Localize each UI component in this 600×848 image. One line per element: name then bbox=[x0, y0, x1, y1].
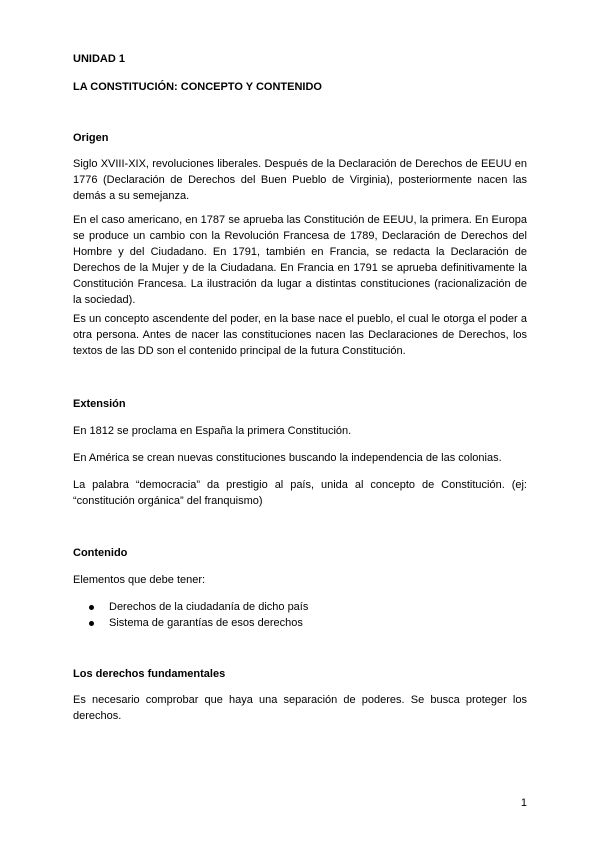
unit-title: LA CONSTITUCIÓN: CONCEPTO Y CONTENIDO bbox=[73, 81, 322, 93]
extension-paragraph-2: En América se crean nuevas constituciones buscando la independencia de las colonias. bbox=[73, 452, 502, 464]
unit-label: UNIDAD 1 bbox=[73, 53, 125, 65]
list-item-text: Derechos de la ciudadanía de dicho país bbox=[109, 601, 309, 613]
derechos-paragraph-1: Es necesario comprobar que haya una separación de poderes. Se busca proteger los derechos. bbox=[73, 694, 527, 722]
origen-paragraph-3: Es un concepto ascendente del poder, en la base nace el pueblo, el cual le otorga el poder a otra persona. Antes de nacer las constituciones nacen las Declaraciones de Derechos, los textos de las DD son el contenido principal de la futura Constitución. bbox=[73, 313, 527, 357]
extension-paragraph-1: En 1812 se proclama en España la primera Constitución. bbox=[73, 425, 352, 437]
bullet-icon bbox=[89, 621, 94, 626]
section-heading-derechos: Los derechos fundamentales bbox=[73, 668, 226, 680]
section-heading-origen: Origen bbox=[73, 132, 109, 144]
list-item bbox=[73, 615, 527, 631]
page-number: 1 bbox=[520, 797, 527, 809]
bullet-icon bbox=[89, 605, 94, 610]
list-item-text: Sistema de garantías de esos derechos bbox=[109, 617, 303, 629]
contenido-intro: Elementos que debe tener: bbox=[73, 574, 206, 586]
origen-paragraph-1: Siglo XVIII-XIX, revoluciones liberales. Después de la Declaración de Derechos de EEUU en 1776 (Declaración de Derechos del Buen Pueblo de Virginia), posteriormente nacen las demás a su semejanza. bbox=[73, 158, 527, 202]
extension-paragraph-3: La palabra “democracia” da prestigio al país, unida al concepto de Constitución. (ej: “constitución orgánica” del franquismo) bbox=[73, 479, 527, 507]
origen-paragraph-2: En el caso americano, en 1787 se aprueba las Constitución de EEUU, la primera. En Europa se produce un cambio con la Revolución Francesa de 1789, Declaración de Derechos del Hombre y del Ciudadano. En 1791, también en Francia, se redacta la Declaración de Derechos de la Mujer y de la Ciudadana. En Francia en 1791 se aprueba definitivamente la Constitución Francesa. La ilustración da lugar a distintas constituciones (racionalización de la sociedad). bbox=[73, 214, 527, 306]
list-item bbox=[73, 599, 527, 615]
section-heading-contenido: Contenido bbox=[73, 547, 128, 559]
contenido-bullet-list bbox=[73, 599, 527, 631]
section-heading-extension: Extensión bbox=[73, 398, 126, 410]
